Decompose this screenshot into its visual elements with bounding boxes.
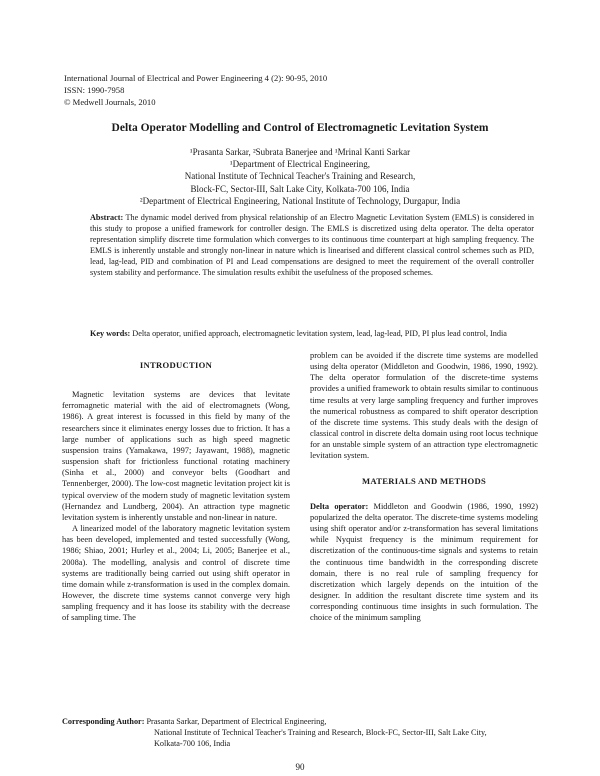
author-block <box>80 146 520 207</box>
journal-citation: International Journal of Electrical and Power Engineering 4 (2): 90-95, 2010 <box>64 73 328 83</box>
affiliation-dept-1: ¹Department of Electrical Engineering, <box>229 159 371 170</box>
right-column <box>310 350 538 623</box>
delta-operator-label: Delta operator: <box>310 501 369 511</box>
intro-paragraph-2: A linearized model of the laboratory magnetic levitation system has been developed, implemented and tested successfully (Wong, 1986; Shiao, 2001; Hurley et al., 2004; Li, 2005; Banerjee et al., 2008a). The modelling, analysis and control of discrete time systems are traditionally being carried out using shift operator in time domain while z-transformation is used in the complex domain. However, the discrete time systems cannot converge very high sampling frequency and it has loose its stability with the decrease of sampling time. The <box>62 524 290 623</box>
corresponding-label: Corresponding Author: <box>62 717 145 726</box>
abstract <box>90 212 534 278</box>
journal-issn: ISSN: 1990-7958 <box>64 85 125 95</box>
right-paragraph-1: problem can be avoided if the discrete time systems are modelled using delta operator (Middleton and Goodwin, 1986, 1990, 1992). The delta operator formulation of the discrete-time systems provides a unified framework to obtain results similar to continuous time results at very large sampling frequency and further improves the numerical robustness as compared to shift operator description of the discrete time systems. This study deals with the design of classical control in discrete delta domain using root locus technique for an unstable simple system of an attraction type electromagnetic levitation system. <box>310 351 538 461</box>
keywords-label: Key words: <box>90 329 131 338</box>
abstract-label: Abstract: <box>90 213 124 222</box>
page-number: 90 <box>295 762 305 772</box>
abstract-text: The dynamic model derived from physical relationship of an Electro Magnetic Levitation System (EMLS) is considered in this study to propose a unified framework for controller design. The EMLS is discretized using delta operator. The delta operator representation simplify discrete time formulation which converges to its continuous time counterpart at high sampling frequency. The EMLS is inherently unstable and strongly non-linear in nature which is linearised and different classical control schemes such as PID, lead, lag-lead, PID and combination of PI and Lead compensations are designed to meet the requirement of the overall controller system stability and performance. The simulation results exhibit the usefulness of the proposed schemes. <box>90 213 534 277</box>
methods-heading: MATERIALS AND METHODS <box>361 475 487 486</box>
delta-operator-paragraph <box>310 501 538 624</box>
intro-paragraph-1: Magnetic levitation systems are devices that levitate ferromagnetic material with the aid of electromagnets (Wong, 1986). A great interest is focussed in this field by many of the researchers since it eliminates energy losses due to friction. It has a large number of applications such as high speed magnetic suspension trains (Yamakawa, 1997; Jayawant, 1988), magnetic suspension shaft for frictionless functional rotating machinery (Sinha et al., 2000) and conveyor belts (Goodhart and Tennenberger, 2000). The low-cost magnetic levitation project kit is typical overview of the modern study of magnetic levitation system (Hernandez and Lundberg, 2004). An attraction type magnetic levitation system is inherently unstable and non-linear in nature. <box>62 390 290 522</box>
left-column <box>62 334 290 623</box>
delta-operator-text: Middleton and Goodwin (1986, 1990, 1992) popularized the delta operator. The discrete-time systems modeling using shift operator and/or z-transformation has several limitations while Nyquist frequency is the minimum requirement for discretization of the continuous-time signals and systems to retain the continuous time bandwidth in the corresponding discrete domain, there is no real rule of sampling frequency for discretization which largely depends on the intuition of the designer. In addition the resultant discrete time system and its corresponding continuous time insights in such formulation. The choice of the minimum sampling <box>310 501 538 623</box>
journal-copyright: © Medwell Journals, 2010 <box>64 97 156 107</box>
paper-title: Delta Operator Modelling and Control of Electromagnetic Levitation System <box>111 122 489 134</box>
keywords-text: Delta operator, unified approach, electromagnetic levitation system, lead, lag-lead, PID, PI plus lead control, India <box>132 329 507 338</box>
affiliation-inst-1: National Institute of Technical Teacher's Training and Research, <box>184 171 416 182</box>
intro-heading: INTRODUCTION <box>139 360 213 370</box>
corresponding-author <box>62 716 542 749</box>
affiliation-address-1: Block-FC, Sector-III, Salt Lake City, Kolkata-700 106, India <box>190 183 410 194</box>
author-names: ¹Prasanta Sarkar, ²Subrata Banerjee and ¹Mrinal Kanti Sarkar <box>189 147 411 157</box>
corresponding-address-2: Kolkata-700 106, India <box>154 739 231 748</box>
affiliation-2: ²Department of Electrical Engineering, National Institute of Technology, Durgapur, India <box>139 195 461 206</box>
journal-header <box>64 72 327 108</box>
corresponding-text: Prasanta Sarkar, Department of Electrical Engineering, <box>146 717 327 726</box>
corresponding-address-1: National Institute of Technical Teacher's Training and Research, Block-FC, Sector-III, Salt Lake City, <box>154 728 487 737</box>
